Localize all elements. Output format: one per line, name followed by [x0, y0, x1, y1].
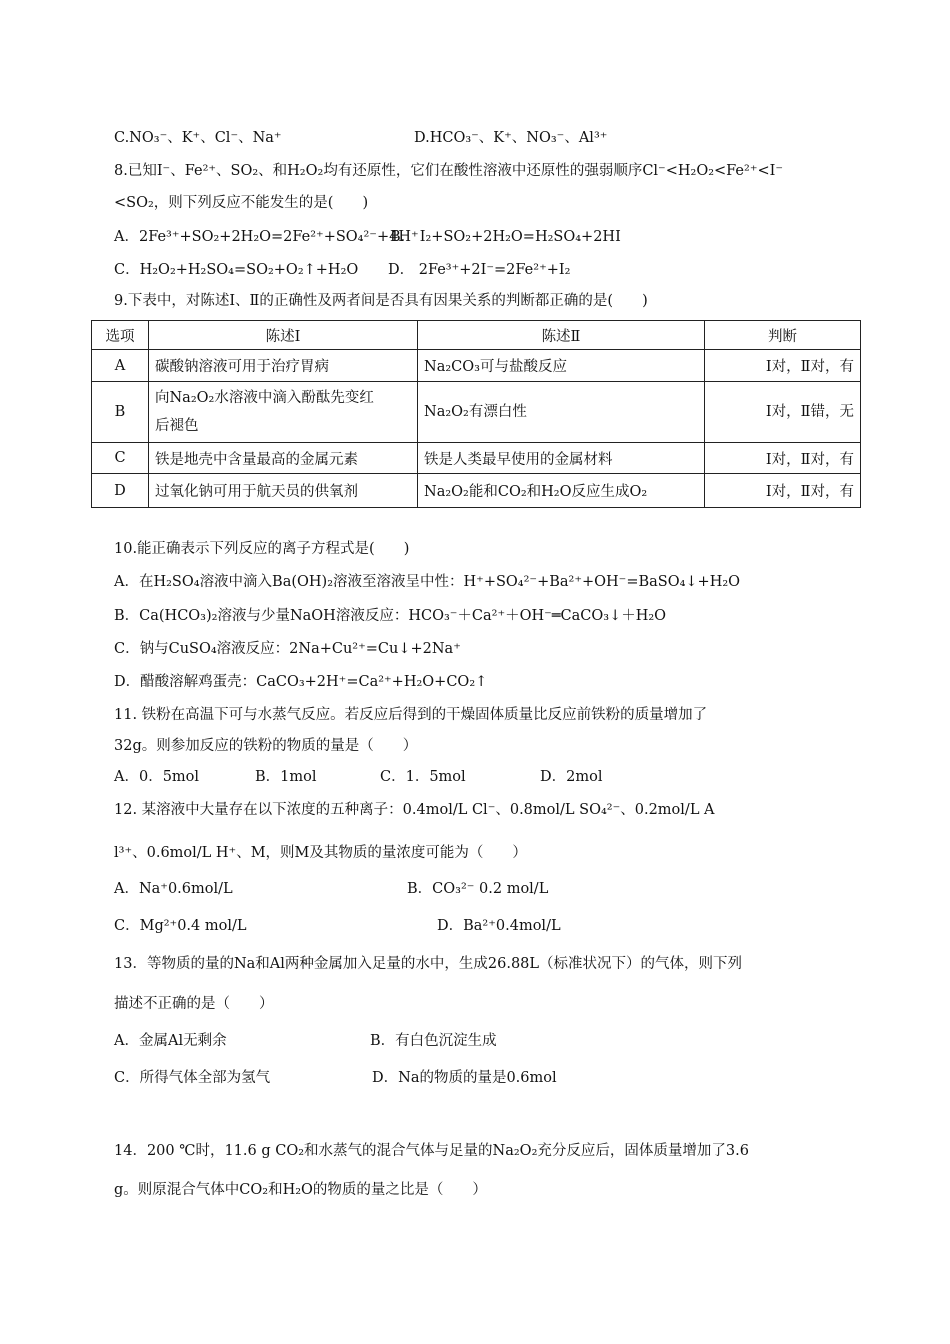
- table-header: 陈述Ⅱ: [418, 321, 705, 350]
- table-cell: 过氧化钠可用于航天员的供氧剂: [149, 474, 418, 508]
- q10-option-a: A．在H₂SO₄溶液中滴入Ba(OH)₂溶液至溶液呈中性：H⁺+SO₄²⁻+Ba²⁺+OH⁻=BaSO₄↓+H₂O: [114, 574, 741, 590]
- q8-stem-line1: 8.已知I⁻、Fe²⁺、SO₂、和H₂O₂均有还原性，它们在酸性溶液中还原性的强弱顺序Cl⁻<H₂O₂<Fe²⁺<I⁻: [114, 163, 784, 179]
- cell-line: 后褪色: [155, 418, 199, 434]
- q9-table: [91, 320, 861, 508]
- q9-stem: 9.下表中，对陈述Ⅰ、Ⅱ的正确性及两者间是否具有因果关系的判断都正确的是( ): [114, 293, 648, 309]
- q7-option-d: D.HCO₃⁻、K⁺、NO₃⁻、Al³⁺: [414, 130, 608, 146]
- q12-option-a: A．Na⁺0.6mol/L: [114, 881, 233, 897]
- table-row: [92, 382, 861, 443]
- q11-stem-line2: 32g。则参加反应的铁粉的物质的量是（ ）: [114, 738, 418, 754]
- q10-stem: 10.能正确表示下列反应的离子方程式是( ): [114, 541, 410, 557]
- q8-option-c: C．H₂O₂+H₂SO₄=SO₂+O₂↑+H₂O: [114, 262, 359, 278]
- q12-stem-line2: l³⁺、0.6mol/L H⁺、M，则M及其物质的量浓度可能为（ ）: [114, 845, 527, 861]
- table-cell: Ⅰ对，Ⅱ对，有: [705, 350, 861, 382]
- cell-line: 向Na₂O₂水溶液中滴入酚酞先变红: [155, 390, 374, 406]
- table-cell: 铁是地壳中含量最高的金属元素: [149, 443, 418, 474]
- q14-stem-line1: 14．200 ℃时，11.6 g CO₂和水蒸气的混合气体与足量的Na₂O₂充分反应后，固体质量增加了3.6: [114, 1143, 749, 1159]
- q12-option-d: D．Ba²⁺0.4mol/L: [437, 918, 561, 934]
- q11-option-d: D．2mol: [540, 769, 603, 785]
- table-header: 陈述Ⅰ: [149, 321, 418, 350]
- table-header: 判断: [705, 321, 861, 350]
- table-cell: 碳酸钠溶液可用于治疗胃病: [149, 350, 418, 382]
- q8-option-b: B． I₂+SO₂+2H₂O=H₂SO₄+2HI: [390, 229, 621, 245]
- q12-option-c: C．Mg²⁺0.4 mol/L: [114, 918, 247, 934]
- table-header-row: [92, 321, 861, 350]
- table-cell: Ⅰ对，Ⅱ对，有: [705, 443, 861, 474]
- table-row: [92, 474, 861, 508]
- q8-option-a: A．2Fe³⁺+SO₂+2H₂O=2Fe²⁺+SO₄²⁻+4H⁺: [114, 229, 419, 245]
- table-cell: [149, 382, 418, 443]
- q13-option-d: D．Na的物质的量是0.6mol: [372, 1070, 557, 1086]
- table-row: [92, 350, 861, 382]
- q11-stem-line1: 11. 铁粉在高温下可与水蒸气反应。若反应后得到的干燥固体质量比反应前铁粉的质量增加了: [114, 707, 708, 723]
- table-cell: 铁是人类最早使用的金属材料: [418, 443, 705, 474]
- q11-option-b: B．1mol: [255, 769, 317, 785]
- q13-option-a: A．金属Al无剩余: [114, 1033, 227, 1049]
- table-cell: Na₂O₂能和CO₂和H₂O反应生成O₂: [418, 474, 705, 508]
- table-cell: D: [92, 474, 149, 508]
- q10-option-c: C．钠与CuSO₄溶液反应：2Na+Cu²⁺=Cu↓+2Na⁺: [114, 641, 461, 657]
- table-cell: B: [92, 382, 149, 443]
- q14-stem-line2: g。则原混合气体中CO₂和H₂O的物质的量之比是（ ）: [114, 1182, 487, 1198]
- q8-stem-line2: <SO₂，则下列反应不能发生的是( ): [114, 195, 369, 211]
- q12-option-b: B．CO₃²⁻ 0.2 mol/L: [407, 881, 549, 897]
- table-cell: Na₂O₂有漂白性: [418, 382, 705, 443]
- table-row: [92, 443, 861, 474]
- q10-option-d: D．醋酸溶解鸡蛋壳：CaCO₃+2H⁺=Ca²⁺+H₂O+CO₂↑: [114, 674, 488, 690]
- table-cell: A: [92, 350, 149, 382]
- q7-option-c: C.NO₃⁻、K⁺、Cl⁻、Na⁺: [114, 130, 282, 146]
- table-cell: Ⅰ对，Ⅱ错，无: [705, 382, 861, 443]
- q8-option-d: D． 2Fe³⁺+2I⁻=2Fe²⁺+I₂: [388, 262, 571, 278]
- q11-option-a: A．0．5mol: [114, 769, 200, 785]
- q13-option-b: B．有白色沉淀生成: [370, 1033, 497, 1049]
- table-cell: Ⅰ对，Ⅱ对，有: [705, 474, 861, 508]
- q13-stem-line2: 描述不正确的是（ ）: [114, 996, 274, 1012]
- q13-option-c: C．所得气体全部为氢气: [114, 1070, 271, 1086]
- table-header: 选项: [92, 321, 149, 350]
- q10-option-b: B．Ca(HCO₃)₂溶液与少量NaOH溶液反应：HCO₃⁻＋Ca²⁺＋OH⁻═CaCO₃↓＋H₂O: [114, 608, 667, 624]
- table-cell: Na₂CO₃可与盐酸反应: [418, 350, 705, 382]
- q12-stem-line1: 12. 某溶液中大量存在以下浓度的五种离子：0.4mol/L Cl⁻、0.8mol/L SO₄²⁻、0.2mol/L A: [114, 802, 715, 818]
- q11-option-c: C．1．5mol: [380, 769, 466, 785]
- q13-stem-line1: 13．等物质的量的Na和Al两种金属加入足量的水中，生成26.88L（标准状况下）的气体，则下列: [114, 956, 743, 972]
- table-cell: C: [92, 443, 149, 474]
